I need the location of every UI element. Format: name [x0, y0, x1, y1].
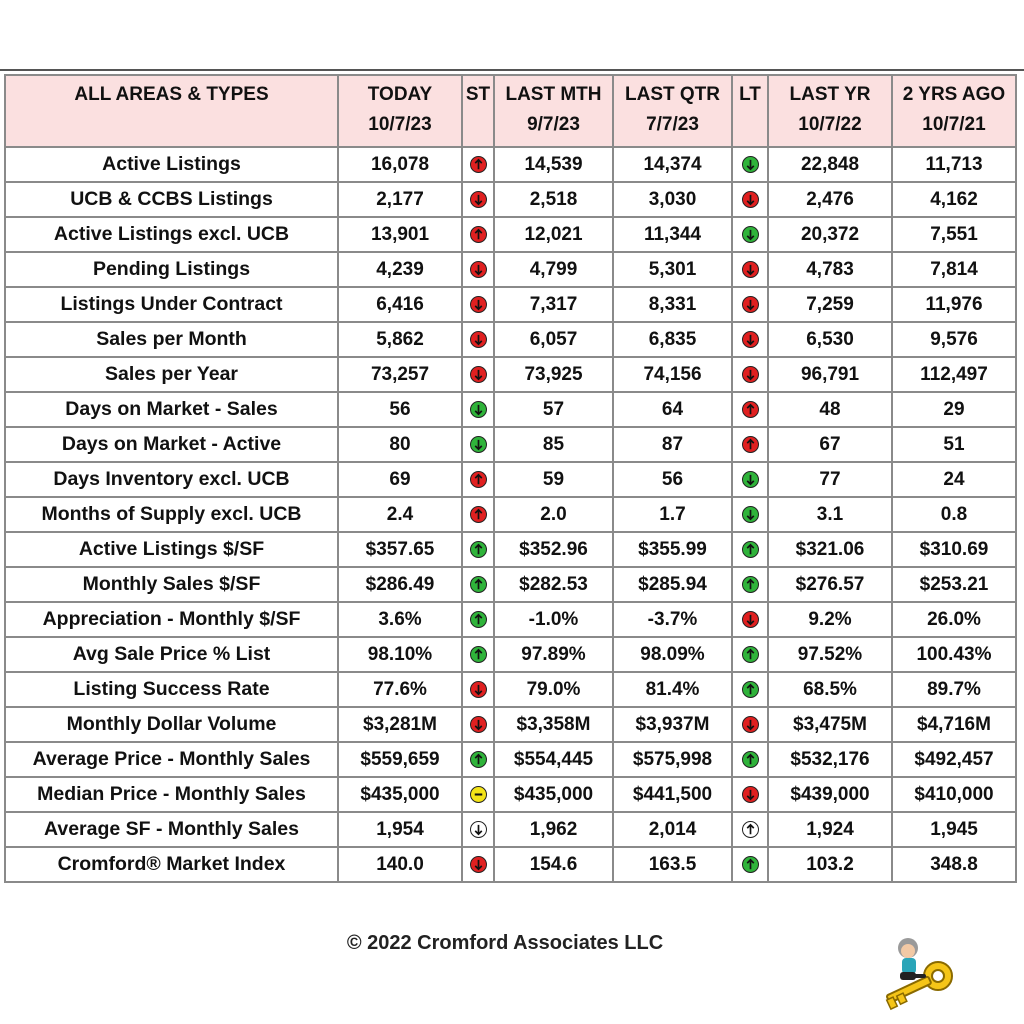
row-label: Days Inventory excl. UCB: [5, 462, 338, 497]
last-qtr-value: 11,344: [613, 217, 732, 252]
row-label: Months of Supply excl. UCB: [5, 497, 338, 532]
last-yr-value: $532,176: [768, 742, 892, 777]
st-trend: [462, 847, 494, 882]
table-row: [5, 777, 1016, 812]
row-label: Monthly Dollar Volume: [5, 707, 338, 742]
table-row: [5, 532, 1016, 567]
down-arrow-icon: [742, 366, 759, 383]
last-mth-value: $352.96: [494, 532, 613, 567]
market-summary-table: [4, 74, 1017, 883]
two-yrs-ago-value: 89.7%: [892, 672, 1016, 707]
last-mth-value: $3,358M: [494, 707, 613, 742]
last-mth-value: $282.53: [494, 567, 613, 602]
last-qtr-value: 163.5: [613, 847, 732, 882]
today-value: 3.6%: [338, 602, 462, 637]
last-yr-value: 7,259: [768, 287, 892, 322]
st-trend: [462, 357, 494, 392]
lt-trend: [732, 392, 768, 427]
table-row: [5, 672, 1016, 707]
row-label: Cromford® Market Index: [5, 847, 338, 882]
last-mth-value: 79.0%: [494, 672, 613, 707]
two-yrs-ago-value: 7,814: [892, 252, 1016, 287]
down-arrow-icon: [470, 681, 487, 698]
today-value: 13,901: [338, 217, 462, 252]
row-label: Avg Sale Price % List: [5, 637, 338, 672]
last-qtr-value: $355.99: [613, 532, 732, 567]
down-arrow-icon: [470, 331, 487, 348]
last-yr-value: 68.5%: [768, 672, 892, 707]
table-row: [5, 147, 1016, 182]
st-trend: [462, 532, 494, 567]
today-value: 6,416: [338, 287, 462, 322]
two-yrs-ago-value: $253.21: [892, 567, 1016, 602]
last-mth-value: 2,518: [494, 182, 613, 217]
lt-trend: [732, 847, 768, 882]
last-qtr-value: $285.94: [613, 567, 732, 602]
row-label: Average Price - Monthly Sales: [5, 742, 338, 777]
last-mth-value: 14,539: [494, 147, 613, 182]
last-yr-value: 6,530: [768, 322, 892, 357]
last-qtr-value: 6,835: [613, 322, 732, 357]
row-label: Median Price - Monthly Sales: [5, 777, 338, 812]
down-arrow-icon: [470, 366, 487, 383]
st-trend: [462, 812, 494, 847]
up-arrow-icon: [742, 436, 759, 453]
two-yrs-ago-value: 1,945: [892, 812, 1016, 847]
table-row: [5, 567, 1016, 602]
last-qtr-value: 8,331: [613, 287, 732, 322]
down-arrow-icon: [742, 716, 759, 733]
table-row: [5, 462, 1016, 497]
up-arrow-icon: [742, 401, 759, 418]
two-yrs-ago-value: 9,576: [892, 322, 1016, 357]
last-yr-value: 97.52%: [768, 637, 892, 672]
st-trend: [462, 287, 494, 322]
last-yr-value: $3,475M: [768, 707, 892, 742]
last-yr-value: 2,476: [768, 182, 892, 217]
header-cell-today: TODAY 10/7/23: [338, 75, 462, 147]
today-value: $435,000: [338, 777, 462, 812]
up-arrow-icon: [742, 681, 759, 698]
two-yrs-ago-value: 51: [892, 427, 1016, 462]
last-yr-value: 77: [768, 462, 892, 497]
today-value: $3,281M: [338, 707, 462, 742]
two-yrs-ago-value: 7,551: [892, 217, 1016, 252]
up-arrow-icon: [742, 856, 759, 873]
last-yr-value: 96,791: [768, 357, 892, 392]
last-qtr-value: 74,156: [613, 357, 732, 392]
st-trend: [462, 427, 494, 462]
last-mth-value: 7,317: [494, 287, 613, 322]
last-mth-value: $554,445: [494, 742, 613, 777]
two-yrs-ago-value: 11,976: [892, 287, 1016, 322]
last-qtr-value: 14,374: [613, 147, 732, 182]
two-yrs-ago-value: $492,457: [892, 742, 1016, 777]
header-cell-last-yr: LAST YR 10/7/22: [768, 75, 892, 147]
last-yr-value: 4,783: [768, 252, 892, 287]
down-arrow-icon: [470, 716, 487, 733]
two-yrs-ago-value: 29: [892, 392, 1016, 427]
down-arrow-icon: [742, 191, 759, 208]
two-yrs-ago-value: $4,716M: [892, 707, 1016, 742]
table-header-row: [5, 75, 1016, 147]
up-arrow-icon: [470, 541, 487, 558]
last-qtr-value: 1.7: [613, 497, 732, 532]
lt-trend: [732, 322, 768, 357]
table-row: [5, 322, 1016, 357]
today-value: 2.4: [338, 497, 462, 532]
up-arrow-icon: [470, 471, 487, 488]
last-qtr-value: 2,014: [613, 812, 732, 847]
st-trend: [462, 392, 494, 427]
two-yrs-ago-value: 100.43%: [892, 637, 1016, 672]
last-mth-value: 73,925: [494, 357, 613, 392]
st-trend: [462, 322, 494, 357]
up-arrow-icon: [742, 576, 759, 593]
down-arrow-icon: [470, 296, 487, 313]
up-arrow-icon: [742, 541, 759, 558]
row-label: Days on Market - Active: [5, 427, 338, 462]
last-yr-value: 48: [768, 392, 892, 427]
table-row: [5, 287, 1016, 322]
lt-trend: [732, 252, 768, 287]
down-arrow-icon: [470, 401, 487, 418]
lt-trend: [732, 672, 768, 707]
today-value: $286.49: [338, 567, 462, 602]
down-arrow-icon: [742, 506, 759, 523]
last-yr-value: 9.2%: [768, 602, 892, 637]
up-arrow-icon: [470, 611, 487, 628]
row-label: Sales per Month: [5, 322, 338, 357]
up-arrow-icon: [742, 751, 759, 768]
last-qtr-value: $441,500: [613, 777, 732, 812]
today-value: 56: [338, 392, 462, 427]
last-qtr-value: $3,937M: [613, 707, 732, 742]
last-yr-value: 20,372: [768, 217, 892, 252]
down-arrow-icon: [742, 226, 759, 243]
lt-trend: [732, 742, 768, 777]
lt-trend: [732, 357, 768, 392]
header-cell-last-qtr: LAST QTR 7/7/23: [613, 75, 732, 147]
st-trend: [462, 777, 494, 812]
down-arrow-icon: [470, 191, 487, 208]
up-arrow-icon: [742, 821, 759, 838]
two-yrs-ago-value: $410,000: [892, 777, 1016, 812]
table-row: [5, 357, 1016, 392]
lt-trend: [732, 602, 768, 637]
today-value: 2,177: [338, 182, 462, 217]
header-cell-st: ST: [462, 75, 494, 147]
row-label: Pending Listings: [5, 252, 338, 287]
two-yrs-ago-value: $310.69: [892, 532, 1016, 567]
last-mth-value: $435,000: [494, 777, 613, 812]
today-value: $357.65: [338, 532, 462, 567]
table-row: [5, 392, 1016, 427]
last-mth-value: -1.0%: [494, 602, 613, 637]
last-qtr-value: 5,301: [613, 252, 732, 287]
last-yr-value: $321.06: [768, 532, 892, 567]
row-label: Listing Success Rate: [5, 672, 338, 707]
st-trend: [462, 567, 494, 602]
up-arrow-icon: [470, 226, 487, 243]
table-row: [5, 217, 1016, 252]
lt-trend: [732, 777, 768, 812]
down-arrow-icon: [470, 436, 487, 453]
row-label: Active Listings $/SF: [5, 532, 338, 567]
up-arrow-icon: [742, 646, 759, 663]
last-yr-value: $276.57: [768, 567, 892, 602]
two-yrs-ago-value: 11,713: [892, 147, 1016, 182]
two-yrs-ago-value: 24: [892, 462, 1016, 497]
up-arrow-icon: [470, 156, 487, 173]
last-mth-value: 85: [494, 427, 613, 462]
last-mth-value: 154.6: [494, 847, 613, 882]
neutral-dash-icon: [470, 786, 487, 803]
row-label: Active Listings: [5, 147, 338, 182]
today-value: 5,862: [338, 322, 462, 357]
down-arrow-icon: [742, 786, 759, 803]
table-row: [5, 427, 1016, 462]
two-yrs-ago-value: 4,162: [892, 182, 1016, 217]
up-arrow-icon: [470, 751, 487, 768]
table-row: [5, 742, 1016, 777]
st-trend: [462, 462, 494, 497]
today-value: 69: [338, 462, 462, 497]
last-qtr-value: -3.7%: [613, 602, 732, 637]
st-trend: [462, 707, 494, 742]
two-yrs-ago-value: 112,497: [892, 357, 1016, 392]
today-value: 80: [338, 427, 462, 462]
row-label: UCB & CCBS Listings: [5, 182, 338, 217]
table-row: [5, 707, 1016, 742]
table-row: [5, 252, 1016, 287]
last-qtr-value: 98.09%: [613, 637, 732, 672]
row-label: Active Listings excl. UCB: [5, 217, 338, 252]
down-arrow-icon: [742, 471, 759, 488]
header-cell-area: ALL AREAS & TYPES: [5, 75, 338, 147]
top-divider-line: [0, 69, 1024, 71]
last-mth-value: 97.89%: [494, 637, 613, 672]
down-arrow-icon: [742, 156, 759, 173]
down-arrow-icon: [742, 261, 759, 278]
table-row: [5, 602, 1016, 637]
last-qtr-value: 64: [613, 392, 732, 427]
header-cell-2-yrs-ago: 2 YRS AGO 10/7/21: [892, 75, 1016, 147]
st-trend: [462, 497, 494, 532]
last-mth-value: 59: [494, 462, 613, 497]
copyright-footer: © 2022 Cromford Associates LLC: [346, 932, 664, 954]
down-arrow-icon: [470, 856, 487, 873]
last-yr-value: 1,924: [768, 812, 892, 847]
down-arrow-icon: [470, 821, 487, 838]
today-value: 1,954: [338, 812, 462, 847]
today-value: 98.10%: [338, 637, 462, 672]
down-arrow-icon: [742, 611, 759, 628]
row-label: Average SF - Monthly Sales: [5, 812, 338, 847]
lt-trend: [732, 567, 768, 602]
lt-trend: [732, 497, 768, 532]
down-arrow-icon: [742, 296, 759, 313]
today-value: 4,239: [338, 252, 462, 287]
two-yrs-ago-value: 26.0%: [892, 602, 1016, 637]
up-arrow-icon: [470, 576, 487, 593]
last-yr-value: 103.2: [768, 847, 892, 882]
last-mth-value: 12,021: [494, 217, 613, 252]
st-trend: [462, 602, 494, 637]
last-qtr-value: $575,998: [613, 742, 732, 777]
last-yr-value: 67: [768, 427, 892, 462]
last-qtr-value: 3,030: [613, 182, 732, 217]
down-arrow-icon: [742, 331, 759, 348]
lt-trend: [732, 707, 768, 742]
table-row: [5, 497, 1016, 532]
last-mth-value: 6,057: [494, 322, 613, 357]
today-value: 73,257: [338, 357, 462, 392]
row-label: Appreciation - Monthly $/SF: [5, 602, 338, 637]
last-qtr-value: 81.4%: [613, 672, 732, 707]
up-arrow-icon: [470, 506, 487, 523]
lt-trend: [732, 217, 768, 252]
last-mth-value: 4,799: [494, 252, 613, 287]
table-row: [5, 182, 1016, 217]
last-qtr-value: 87: [613, 427, 732, 462]
lt-trend: [732, 462, 768, 497]
lt-trend: [732, 637, 768, 672]
row-label: Sales per Year: [5, 357, 338, 392]
row-label: Monthly Sales $/SF: [5, 567, 338, 602]
last-mth-value: 2.0: [494, 497, 613, 532]
st-trend: [462, 672, 494, 707]
header-cell-last-mth: LAST MTH 9/7/23: [494, 75, 613, 147]
two-yrs-ago-value: 0.8: [892, 497, 1016, 532]
two-yrs-ago-value: 348.8: [892, 847, 1016, 882]
today-value: 16,078: [338, 147, 462, 182]
st-trend: [462, 217, 494, 252]
today-value: 140.0: [338, 847, 462, 882]
last-yr-value: $439,000: [768, 777, 892, 812]
last-qtr-value: 56: [613, 462, 732, 497]
table-row: [5, 847, 1016, 882]
st-trend: [462, 182, 494, 217]
last-mth-value: 1,962: [494, 812, 613, 847]
st-trend: [462, 742, 494, 777]
lt-trend: [732, 147, 768, 182]
mascot-with-key-icon: [878, 934, 964, 1020]
row-label: Listings Under Contract: [5, 287, 338, 322]
table-row: [5, 812, 1016, 847]
st-trend: [462, 252, 494, 287]
row-label: Days on Market - Sales: [5, 392, 338, 427]
lt-trend: [732, 427, 768, 462]
st-trend: [462, 637, 494, 672]
today-value: 77.6%: [338, 672, 462, 707]
down-arrow-icon: [470, 261, 487, 278]
lt-trend: [732, 287, 768, 322]
today-value: $559,659: [338, 742, 462, 777]
last-yr-value: 22,848: [768, 147, 892, 182]
last-yr-value: 3.1: [768, 497, 892, 532]
lt-trend: [732, 532, 768, 567]
lt-trend: [732, 812, 768, 847]
lt-trend: [732, 182, 768, 217]
st-trend: [462, 147, 494, 182]
table-row: [5, 637, 1016, 672]
last-mth-value: 57: [494, 392, 613, 427]
up-arrow-icon: [470, 646, 487, 663]
header-cell-lt: LT: [732, 75, 768, 147]
